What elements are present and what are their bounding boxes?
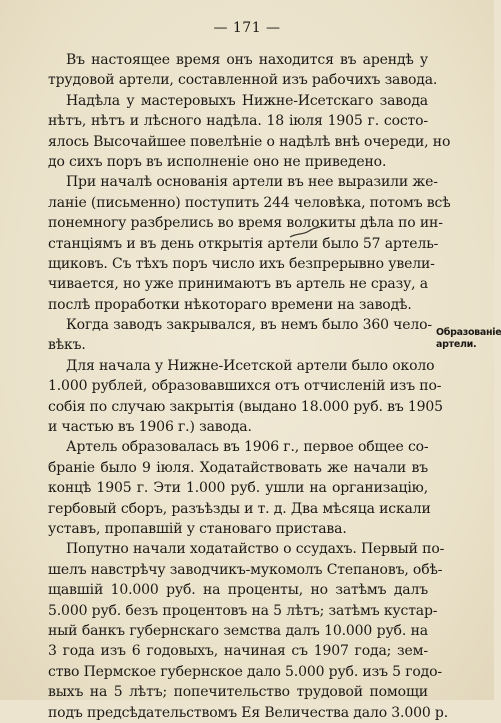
- text-line: Когда заводъ закрывался, въ немъ было 360 чело-: [66, 317, 432, 334]
- body-text: [48, 50, 451, 723]
- text-line: вѣкъ.: [48, 337, 86, 354]
- text-line: щавшій 10.000 руб. на проценты, но затѣмъ далъ: [48, 582, 428, 599]
- text-line: и частью въ 1906 г.) завода.: [48, 419, 252, 436]
- margin-note: [436, 327, 501, 351]
- text-line: Для начала у Нижне-Исетской артели было около: [66, 357, 435, 374]
- text-line: станціямъ и въ день открытія артели было 57 артель-: [48, 235, 439, 252]
- text-line: выхъ на 5 лѣтъ; попечительство трудовой помощи: [48, 684, 428, 701]
- text-line: собія по случаю закрытія (выдано 18.000 руб. въ 1905: [48, 398, 443, 415]
- text-line: уставъ, пропавшій у становаго пристава.: [48, 520, 347, 537]
- margin-note-line: Образованіе: [436, 327, 501, 338]
- text-line: понемногу разбрелись во время волокиты дѣла по ин-: [48, 215, 443, 232]
- margin-note-line: артели.: [436, 339, 477, 350]
- text-line: 1.000 рублей, образовавшихся отъ отчисленій изъ по-: [48, 378, 442, 395]
- text-line: 5.000 руб. безъ процентовъ на 5 лѣтъ; затѣмъ кустар-: [48, 602, 438, 619]
- text-line: ство Пермское губернское дало 5.000 руб. изъ 5 годо-: [48, 663, 443, 680]
- text-line: нѣтъ, нѣтъ и лѣсного надѣла. 18 іюля 1905 г. состо-: [48, 113, 428, 130]
- text-line: щиковъ. Съ тѣхъ поръ число ихъ безпрерывно увели-: [48, 255, 435, 272]
- text-line: ланіе (письменно) поступить 244 человѣка, потомъ всѣ: [48, 194, 451, 211]
- text-line: до сихъ поръ въ исполненіе оно не приведено.: [48, 153, 387, 170]
- text-line: подъ предсѣдательствомъ Ея Величества дало 3.000 р.: [48, 704, 449, 721]
- page-number: — 171 —: [213, 20, 281, 36]
- text-line: 3 года изъ 6 годовыхъ, начиная съ 1907 года; зем-: [48, 643, 428, 660]
- pencil-mark: [288, 226, 322, 240]
- text-line: послѣ проработки нѣкотораго времени на заводѣ.: [48, 296, 412, 313]
- text-line: При началѣ основанія артели въ нее выразили же-: [66, 174, 438, 191]
- text-line: шелъ навстрѣчу заводчикъ-мукомолъ Степановъ, обѣ-: [48, 561, 443, 578]
- text-line: Артель образовалась въ 1906 г., первое общее со-: [66, 439, 429, 456]
- text-line: чивается, но уже принимаютъ въ артель не сразу, а: [48, 276, 428, 293]
- text-line: трудовой артели, составленной изъ рабочихъ завода.: [48, 72, 438, 89]
- text-line: браніе было 9 іюля. Ходатайствовать же начали въ: [48, 459, 428, 476]
- text-line: ялось Высочайшее повелѣніе о надѣлѣ внѣ очереди, но: [48, 133, 451, 150]
- text-line: Въ настоящее время онъ находится въ арендѣ у: [66, 52, 428, 68]
- text-line: Надѣла у мастеровыхъ Нижне-Исетскаго завода: [66, 92, 428, 109]
- text-line: концѣ 1905 г. Эти 1.000 руб. ушли на организацію,: [48, 480, 428, 497]
- text-line: ный банкъ губернскаго земства далъ 10.000 руб. на: [48, 622, 428, 639]
- text-line: Попутно начали ходатайство о ссудахъ. Первый по-: [66, 541, 445, 558]
- text-line: гербовый сборъ, разъѣзды и т. д. Два мѣсяца искали: [48, 500, 431, 517]
